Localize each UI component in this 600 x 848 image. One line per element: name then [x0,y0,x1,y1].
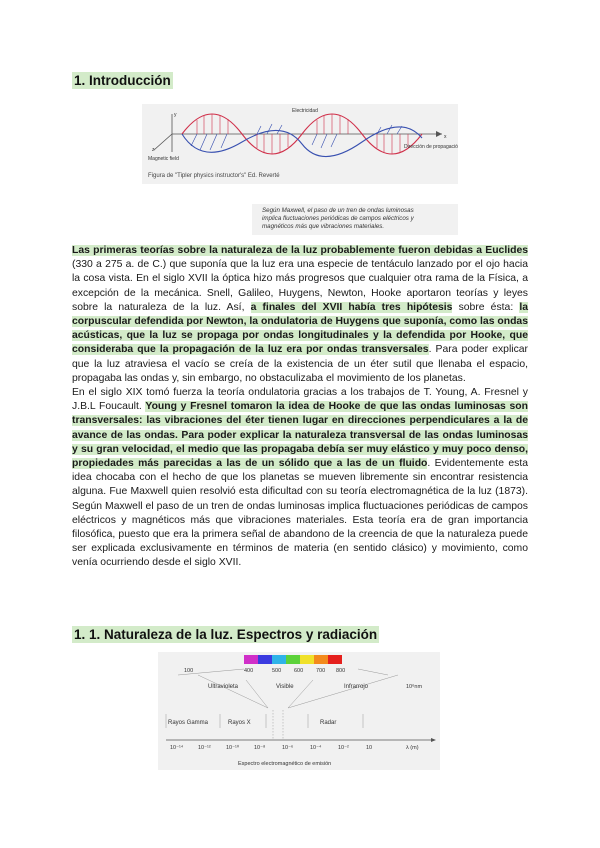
tick-label: 10⁻² [338,745,349,751]
nm-600-label: 600 [294,668,304,674]
spectrum-diagram [158,652,440,770]
nm-400-label: 400 [244,668,254,674]
highlight-euclides: Las primeras teorías sobre la naturaleza de la luz probablemente fueron debidas a Euclides [72,245,528,256]
tick-label: 10 [366,745,373,751]
section-heading-naturaleza-luz: 1. 1. Naturaleza de la luz. Espectros y radiación [74,627,378,642]
tick-label: 10⁻¹⁰ [226,745,240,751]
tick-label: 10⁻⁴ [310,745,322,751]
text-run: . Evidentemente esta idea chocaba con el hecho de que los planetas se mueven libremente sin encontrar resistencia alguna. Fue Maxwell quien resolvió esta dificultad con su teoría electromagnética de la luz (1873). Según Maxwell el paso de un tren de ondas luminosas implica fluctuaciones periódicas de campos eléctricos y magnéticos más que vibraciones materiales. Esta teoría era de gran importancia filosófica, puesto que era la primera señal de abandono de la creencia de que la naturaleza puede ser explicada exclusivamente en términos de materia (en sentido clásico) y movimiento, como venía ocurriendo desde el siglo XVII. [72,458,528,569]
em-wave-diagram [142,104,458,184]
nm-800-label: 800 [336,668,346,674]
xray-label: Rayos X [228,720,251,726]
tick-label: 10⁻⁸ [254,745,266,751]
uv-label: Ultravioleta [208,684,239,690]
axis-x-label: x [444,134,447,140]
infrared-label: Infrarrojo [344,684,369,690]
highlight-tres-hipotesis: a finales del XVII había tres hipótesis [250,301,453,313]
paragraph-2 [72,386,528,571]
axis-z-label: z [152,147,155,153]
color-swatch [328,655,342,664]
nm-100-label: 100 [184,668,194,674]
spectrum-figure [158,652,440,770]
maxwell-note-line3: magnéticos más que vibraciones materiales. [262,223,385,230]
tick-label: 10⁻¹² [198,745,211,751]
color-swatch [286,655,300,664]
paragraph-1 [72,244,528,386]
wave-figure [142,104,458,184]
electric-field-label: Electricidad [292,108,318,114]
color-swatch [272,655,286,664]
highlight-young-fresnel: Young y Fresnel tomaron la idea de Hooke de que las ondas luminosas son transversales: las vibraciones del éter tienen lugar en direcciones perpendiculares a la de avance de las ondas. Para poder explicar la naturaleza transversal de las ondas luminosas y su gran velocidad, el medio que las propagaba debía ser muy elástico y muy poco denso, propiedades más parecidas a las de un sólido que a las de un fluido [72,401,528,470]
radar-label: Radar [320,720,337,726]
figure1-caption: Figura de "Tipler physics instructor's" Ed. Reverté [148,173,280,179]
gamma-label: Rayos Gamma [168,720,209,726]
spectrum-caption: Espectro electromagnético de emisión [238,761,332,767]
axis-unit-label: λ (m) [406,745,419,751]
maxwell-note-line1: Según Maxwell, el paso de un tren de ondas luminosas [262,207,414,214]
visible-color-strip [244,655,342,664]
text-run: (330 a 275 a. de C.) que suponía que la luz era una especie de tentáculo lanzado por el ojo hacia la cosa vista. En el siglo XVII la óptica hizo más progresos que cualquier otra rama de la Física, a excepción de la mecánica. Snell, Galileo, Huygens, Newton, Hooke aportaron teorías y leyes sobre la naturaleza de la luz. Así, [72,259,528,313]
text-run: sobre ésta: [452,301,520,313]
nm-500-label: 500 [272,668,282,674]
tick-label: 10⁻¹⁴ [170,745,184,751]
color-swatch [244,655,258,664]
nm-700-label: 700 [316,668,326,674]
color-swatch [300,655,314,664]
axis-tick-labels [170,744,372,751]
tick-label: 10⁻⁶ [282,745,294,751]
color-swatch [258,655,272,664]
highlight-hipotesis-detalle: la corpuscular defendida por Newton, la ondulatoria de Huygens que suponía, como las ondas acústicas, que la luz se propaga por ondas longitudinales y la defendida por Hooke, que consideraba que la propagación de la luz era por ondas transversales [72,301,528,356]
introduction-body [72,244,528,571]
right-unit-label: 10⁶nm [406,684,423,690]
text-run: En el siglo XIX tomó fuerza la teoría ondulatoria gracias a los trabajos de T. Young, A. Fresnel y J.B.L Foucault. [72,387,528,413]
direction-label: Dirección de propagación [404,144,458,150]
visible-label: Visible [276,684,294,690]
axis-y-label: y [174,112,177,118]
color-swatch [314,655,328,664]
text-run: . Para poder explicar que la luz atraviesa el vacío se creía de la existencia de un éter sutil que llenaba el espacio, propagaba las ondas y, sin embargo, no obstaculizaba el movimiento de los planetas. [72,344,529,384]
section-heading-introduccion: 1. Introducción [74,73,171,88]
magnetic-field-label: Magnetic field [148,156,179,162]
maxwell-note-line2: implica fluctuaciones periódicas de campos eléctricos y [262,215,414,222]
